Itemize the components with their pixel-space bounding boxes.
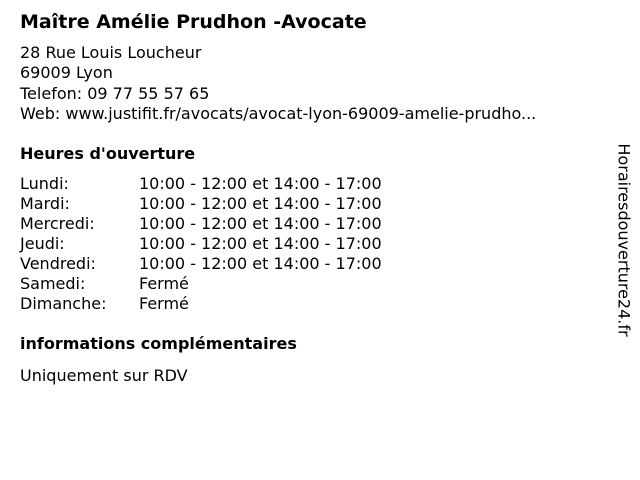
time-value: Fermé [139,294,189,313]
address-street: 28 Rue Louis Loucheur [20,43,202,62]
time-value: 10:00 - 12:00 et 14:00 - 17:00 [139,174,382,193]
day-label: Mercredi: [20,214,95,233]
day-label: Jeudi: [20,234,65,253]
page-title: Maître Amélie Prudhon -Avocate [20,11,367,33]
hours-heading: Heures d'ouverture [20,144,196,163]
time-value: 10:00 - 12:00 et 14:00 - 17:00 [139,234,382,253]
time-value: Fermé [139,274,189,293]
time-value: 10:00 - 12:00 et 14:00 - 17:00 [139,214,382,233]
day-label: Lundi: [20,174,69,193]
address-block [20,43,536,124]
info-text: Uniquement sur RDV [20,366,188,385]
time-value: 10:00 - 12:00 et 14:00 - 17:00 [139,254,382,273]
website-link[interactable]: Web: www.justifit.fr/avocats/avocat-lyon-69009-amelie-prudho... [20,103,537,123]
time-value: 10:00 - 12:00 et 14:00 - 17:00 [139,194,382,213]
day-label: Dimanche: [20,294,107,313]
phone-number: Telefon: 09 77 55 57 65 [20,83,210,103]
address-city: 69009 Lyon [20,63,113,83]
watermark: Horairesdouverture24.fr [614,143,634,337]
day-label: Samedi: [20,274,86,293]
day-label: Mardi: [20,194,70,213]
day-label: Vendredi: [20,254,96,273]
info-heading: informations complémentaires [20,334,297,353]
